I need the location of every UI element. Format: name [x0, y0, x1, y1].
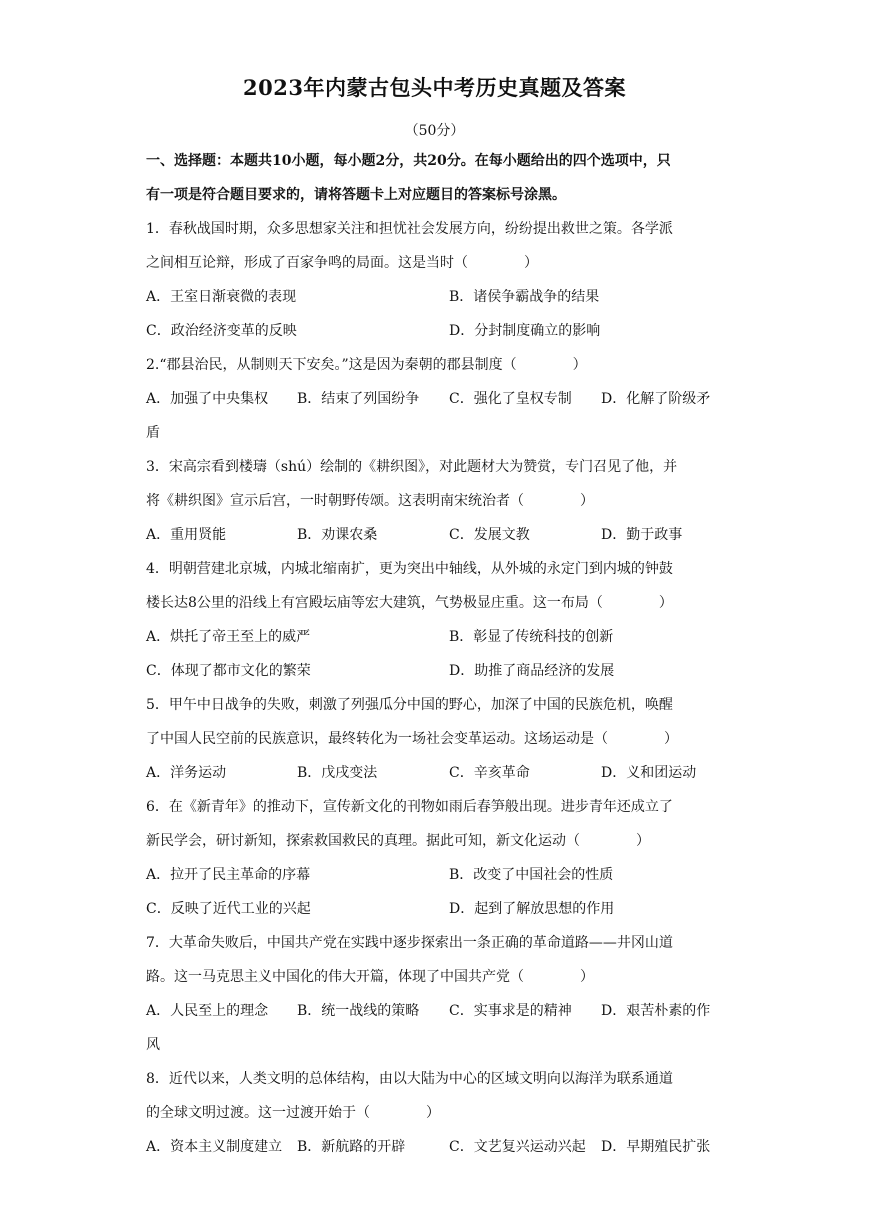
q5-stem-line2: 了中国人民空前的民族意识，最终转化为一场社会变革运动。这场运动是（ ）	[146, 731, 678, 747]
q2-option-c: C．强化了皇权专制	[449, 391, 572, 407]
q4-option-a: A．烘托了帝王至上的威严	[146, 629, 311, 645]
page-title: 2023年内蒙古包头中考历史真题及答案	[243, 75, 626, 100]
q3-option-b: B．劝课农桑	[297, 527, 378, 543]
q6-stem-line1: 6．在《新青年》的推动下，宣传新文化的刊物如雨后春笋般出现。进步青年还成立了	[146, 799, 673, 815]
q8-option-a: A．资本主义制度建立	[146, 1139, 283, 1155]
q5-options-row	[146, 756, 726, 790]
q2-option-b: B．结束了列国纷争	[297, 391, 420, 407]
q8-option-d: D．早期殖民扩张	[601, 1139, 711, 1155]
q7-option-c: C．实事求是的精神	[449, 1003, 572, 1019]
q4-option-b: B．彰显了传统科技的创新	[449, 629, 614, 645]
page-subtitle: （50分）	[404, 123, 465, 139]
q8-option-b: B．新航路的开辟	[297, 1139, 406, 1155]
q8-stem-line2: 的全球文明过渡。这一过渡开始于（ ）	[146, 1105, 440, 1121]
q2-stem-line1: 2.“郡县治民，从制则天下安矣。”这是因为秦朝的郡县制度（ ）	[146, 357, 587, 373]
section-instructions-line2: 有一项是符合题目要求的，请将答题卡上对应题目的答案标号涂黑。	[146, 187, 566, 203]
q4-option-c: C．体现了都市文化的繁荣	[146, 663, 311, 679]
q5-stem-line1: 5．甲午中日战争的失败，刺激了列强瓜分中国的野心，加深了中国的民族危机，唤醒	[146, 697, 673, 713]
q4-stem-line1: 4．明朝营建北京城，内城北缩南扩，更为突出中轴线，从外城的永定门到内城的钟鼓	[146, 561, 673, 577]
q1-option-a: A．王室日渐衰微的表现	[146, 289, 297, 305]
q1-option-b: B．诸侯争霸战争的结果	[449, 289, 600, 305]
q1-options-row1	[146, 280, 726, 314]
q7-option-a: A．人民至上的理念	[146, 1003, 269, 1019]
exam-content	[146, 144, 726, 1164]
section-instructions-line1: 一、选择题：本题共10小题，每小题2分，共20分。在每小题给出的四个选项中，只	[146, 153, 671, 169]
q5-option-a: A．洋务运动	[146, 765, 227, 781]
q6-option-d: D．起到了解放思想的作用	[449, 901, 615, 917]
q7-options-row	[146, 994, 726, 1028]
q8-option-c: C．文艺复兴运动兴起	[449, 1139, 586, 1155]
q1-option-c: C．政治经济变革的反映	[146, 323, 297, 339]
q8-stem-line1: 8．近代以来，人类文明的总体结构，由以大陆为中心的区域文明向以海洋为联系通道	[146, 1071, 673, 1087]
q3-stem-line2: 将《耕织图》宣示后宫，一时朝野传颂。这表明南宋统治者（ ）	[146, 493, 594, 509]
q6-options-row1	[146, 858, 726, 892]
q3-options-row	[146, 518, 726, 552]
q7-option-d: D．艰苦朴素的作	[601, 1003, 711, 1019]
q7-option-d-wrap: 风	[146, 1037, 160, 1053]
q6-options-row2	[146, 892, 726, 926]
q6-stem-line2: 新民学会，研讨新知，探索救国救民的真理。据此可知，新文化运动（ ）	[146, 833, 650, 849]
q4-options-row2	[146, 654, 726, 688]
q7-option-b: B．统一战线的策略	[297, 1003, 420, 1019]
q1-option-d: D．分封制度确立的影响	[449, 323, 601, 339]
q5-option-b: B．戊戌变法	[297, 765, 378, 781]
q7-stem-line1: 7．大革命失败后，中国共产党在实践中逐步探索出一条正确的革命道路——井冈山道	[146, 935, 673, 951]
q6-option-c: C．反映了近代工业的兴起	[146, 901, 311, 917]
q4-stem-line2: 楼长达8公里的沿线上有宫殿坛庙等宏大建筑，气势极显庄重。这一布局（ ）	[146, 595, 673, 611]
q5-option-d: D．义和团运动	[601, 765, 697, 781]
q3-option-d: D．勤于政事	[601, 527, 683, 543]
q1-options-row2	[146, 314, 726, 348]
q7-stem-line2: 路。这一马克思主义中国化的伟大开篇，体现了中国共产党（ ）	[146, 969, 594, 985]
q1-stem-line1: 1．春秋战国时期，众多思想家关注和担忧社会发展方向，纷纷提出救世之策。各学派	[146, 221, 673, 237]
q6-option-a: A．拉开了民主革命的序幕	[146, 867, 311, 883]
q3-option-c: C．发展文教	[449, 527, 530, 543]
q1-stem-line2: 之间相互论辩，形成了百家争鸣的局面。这是当时（ ）	[146, 255, 538, 271]
q6-option-b: B．改变了中国社会的性质	[449, 867, 614, 883]
q4-options-row1	[146, 620, 726, 654]
q3-option-a: A．重用贤能	[146, 527, 227, 543]
q2-option-a: A．加强了中央集权	[146, 391, 269, 407]
q8-options-row	[146, 1130, 726, 1164]
q2-option-d-wrap: 盾	[146, 425, 160, 441]
q3-stem-line1: 3．宋高宗看到楼璹（shú）绘制的《耕织图》，对此题材大为赞赏，专门召见了他，并	[146, 459, 678, 475]
q4-option-d: D．助推了商品经济的发展	[449, 663, 615, 679]
q2-option-d: D．化解了阶级矛	[601, 391, 711, 407]
q5-option-c: C．辛亥革命	[449, 765, 530, 781]
q2-options-row	[146, 382, 726, 416]
